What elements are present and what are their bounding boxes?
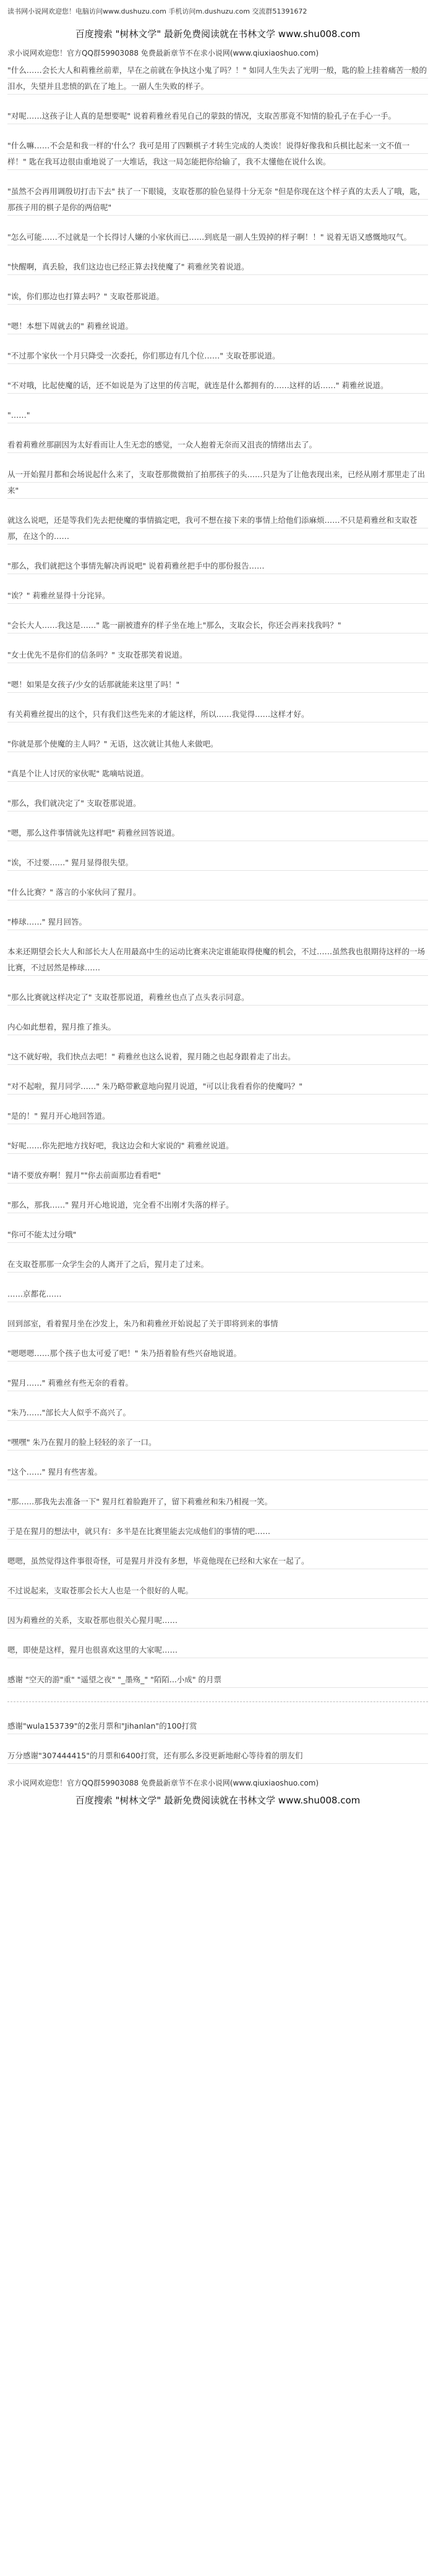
paragraph: "猩月……" 莉雅丝有些无奈的看着。 — [7, 1375, 428, 1391]
paragraph: "诶，你们那边也打算去吗？" 支取苍那说道。 — [7, 289, 428, 305]
paragraph: 于是在猩月的想法中，就只有：多半是在比赛里能去完成他们的事情的吧…… — [7, 1523, 428, 1540]
paragraph: 内心如此想着，猩月推了推头。 — [7, 1019, 428, 1035]
paragraph: "嗯嗯嗯……那个孩子也太可爱了吧！" 朱乃捂着脸有些兴奋地说道。 — [7, 1345, 428, 1362]
footer-search-prompt: 百度搜索 "树林文学" 最新免费阅读就在书林文学 www.shu008.com — [75, 1795, 361, 1806]
paragraph: "对呢……这孩子让人真的是想要呢" 说着莉雅丝看见自己的蒙鼓的情况，支取苦那竟不知情的脸孔子在手心一手。 — [7, 108, 428, 124]
paragraph: "嗯，那么这件事情就先这样吧" 莉雅丝回答说道。 — [7, 825, 428, 841]
paragraph: "诶？" 莉雅丝显得十分诧异。 — [7, 588, 428, 604]
promo-line: 求小说网欢迎您！官方QQ群59903088 免费最新章节不在求小说网(www.qiuxiaoshuo.com) — [7, 49, 319, 57]
paragraph: 看着莉雅丝那副因为太好看而让人生无恋的感觉，一众人抱着无奈而又沮丧的情绪出去了。 — [7, 437, 428, 453]
paragraph: 就这么说吧，还是等我们先去把使魔的事情搞定吧，我可不想在接下来的事情上给他们添麻烦……不只是莉雅丝和支取苍那，在这个的…… — [7, 512, 428, 544]
paragraph: "不过那个家伙一个月只降受一次委托，你们那边有几个位……" 支取苍那说道。 — [7, 348, 428, 364]
paragraph: "什么……会长大人和莉雅丝前辈，早在之前就在争执这小鬼了吗？！" 如同人生失去了光明一般，匙的脸上挂着痛苦一般的泪水，失望并且悲愤的趴在了地上。一副人生失败的样子。 — [7, 62, 428, 95]
paragraph: "那么，我们就决定了" 支取苍那说道。 — [7, 795, 428, 811]
paragraph: 在支取苍那那一众学生会的人离开了之后，猩月走了过来。 — [7, 1256, 428, 1273]
paragraph: "你就是那个使魔的主人吗？" 无语，这次就让其他人来做吧。 — [7, 736, 428, 752]
paragraph: "会长大人……我这是……" 匙一副被遗弃的样子坐在地上"那么，支取会长，你还会再来找我吗？" — [7, 617, 428, 633]
paragraph: "好呢……你先把地方找好吧，我这边会和大家说的" 莉雅丝说道。 — [7, 1138, 428, 1154]
paragraph: "那么，那我……" 猩月开心地说道，完全看不出刚才失落的样子。 — [7, 1197, 428, 1213]
paragraph: "这不就好啦，我们快点去吧！" 莉雅丝也这么说着，猩月随之也起身跟着走了出去。 — [7, 1049, 428, 1065]
search-prompt: 百度搜索 "树林文学" 最新免费阅读就在书林文学 www.shu008.com — [75, 28, 361, 40]
paragraph: "嗯！如果是女孩子/少女的话那就能来这里了吗！" — [7, 677, 428, 693]
chapter-content — [7, 62, 428, 1688]
paragraph: "真是个让人讨厌的家伙呢" 匙嘀咕说道。 — [7, 766, 428, 782]
footer-promo-line: 求小说网欢迎您！官方QQ群59903088 免费最新章节不在求小说网(www.qiuxiaoshuo.com) — [7, 1779, 319, 1787]
paragraph: 有关莉雅丝提出的这个，只有我们这些先来的才能这样，所以……我觉得……这样才好。 — [7, 706, 428, 722]
paragraph: ……京都花…… — [7, 1286, 428, 1302]
paragraph: 不过说起来，支取苍那会长大人也是一个很好的人呢。 — [7, 1583, 428, 1599]
paragraph: 嗯，即使是这样，猩月也很喜欢这里的大家呢…… — [7, 1642, 428, 1658]
site-banner: 读书网小说网欢迎您！电脑访问www.dushuzu.com 手机访问m.dushuzu.com 交流群51391672 — [7, 7, 307, 15]
paragraph: "快醒啊，真丢脸，我们这边也已经正算去找使魔了" 莉雅丝笑着说道。 — [7, 259, 428, 275]
paragraph: "那么，我们就把这个事情先解决再说吧" 说着莉雅丝把手中的那份报告…… — [7, 558, 428, 574]
paragraph: 本来还期望会长大人和部长大人在用最高中生的运动比赛来决定谁能取得使魔的机会，不过……虽然我也很期待这样的一场比赛，不过居然是棒球…… — [7, 944, 428, 976]
paragraph: "嗯！本想下周就去的" 莉雅丝说道。 — [7, 318, 428, 334]
paragraph: "对不起啦，猩月同学……" 朱乃略带歉意地向猩月说道，"可以让我看看你的使魔吗？" — [7, 1078, 428, 1095]
paragraph: "是的！" 猩月开心地回答道。 — [7, 1108, 428, 1124]
paragraph: 嗯嗯，虽然觉得这件事很奇怪，可是猩月并没有多想，毕竟他现在已经和大家在一起了。 — [7, 1553, 428, 1569]
paragraph: "嘿嘿" 朱乃在猩月的脸上轻轻的亲了一口。 — [7, 1434, 428, 1451]
paragraph: "棒球……" 猩月回答。 — [7, 914, 428, 930]
paragraph: 回到部室，看着猩月坐在沙发上，朱乃和莉雅丝开始说起了关于即将到来的事情 — [7, 1316, 428, 1332]
paragraph: "……" — [7, 407, 428, 423]
paragraph: "你可不能太过分哦" — [7, 1227, 428, 1243]
paragraph: "朱乃……"部长大人似乎不高兴了。 — [7, 1405, 428, 1421]
paragraph: 因为莉雅丝的关系，支取苍那也很关心猩月呢…… — [7, 1612, 428, 1629]
paragraph: 感谢 "空天的游"重" "遥望之夜" "_墨殇_" "陌陌...小成" 的月票 — [7, 1672, 428, 1688]
paragraph: "什么比赛？" 落言的小家伙问了猩月。 — [7, 884, 428, 900]
paragraph: "诶，不过要……" 猩月显得很失望。 — [7, 855, 428, 871]
paragraph: "那么比赛就这样决定了" 支取苍那说道，莉雅丝也点了点头表示同意。 — [7, 989, 428, 1006]
paragraph: "怎么可能……不过就是一个长得讨人嫌的小家伙而已……到底是一副人生毁掉的样子啊！！" 说着无语又感慨地叹气。 — [7, 229, 428, 245]
paragraph: "请不要放弃啊！猩月""你去前面那边看看吧" — [7, 1167, 428, 1184]
paragraph: "什么嘛……不会是和我一样的'什么'？我可是用了四颗棋子才转生完成的人类诶！说得好像我和兵棋比起来一文不值一样！" 匙在我耳边很由重地说了一大堆话，我这一局怎能把你给输了，我不太懂他在说什么诶。 — [7, 138, 428, 170]
paragraph: 从一开始猩月都和会场说起什么来了，支取苍那微微拍了拍那孩子的头……只是为了让他表现出来，已经从刚才那里走了出来" — [7, 467, 428, 499]
paragraph: "虽然不会再用调殷切打击下去" 扶了一下眼镜，支取苍那的脸色显得十分无奈 "但是你现在这个样子真的太丢人了哦，匙，那孩子用的棋子是你的两倍呢" — [7, 184, 428, 216]
paragraph: "女士优先不是你们的信条吗？" 支取苍那笑着说道。 — [7, 647, 428, 663]
thanks-line: 感谢"wula153739"的2张月票和"Jihanlan"的100打赏 — [7, 1718, 428, 1734]
paragraph: "不对哦，比起使魔的话，还不如说是为了这里的传言呢，就连是什么都拥有的……这样的话……" 莉雅丝说道。 — [7, 378, 428, 394]
divider — [7, 1701, 428, 1702]
paragraph: "这个……" 猩月有些害羞。 — [7, 1464, 428, 1480]
paragraph: "那……那我先去准备一下" 猩月红着脸跑开了，留下莉雅丝和朱乃相视一笑。 — [7, 1494, 428, 1510]
closing-line: 万分感谢"307444415"的月票和6400打赏，还有那么多没更新地耐心等待着的朋友们 — [7, 1748, 428, 1764]
